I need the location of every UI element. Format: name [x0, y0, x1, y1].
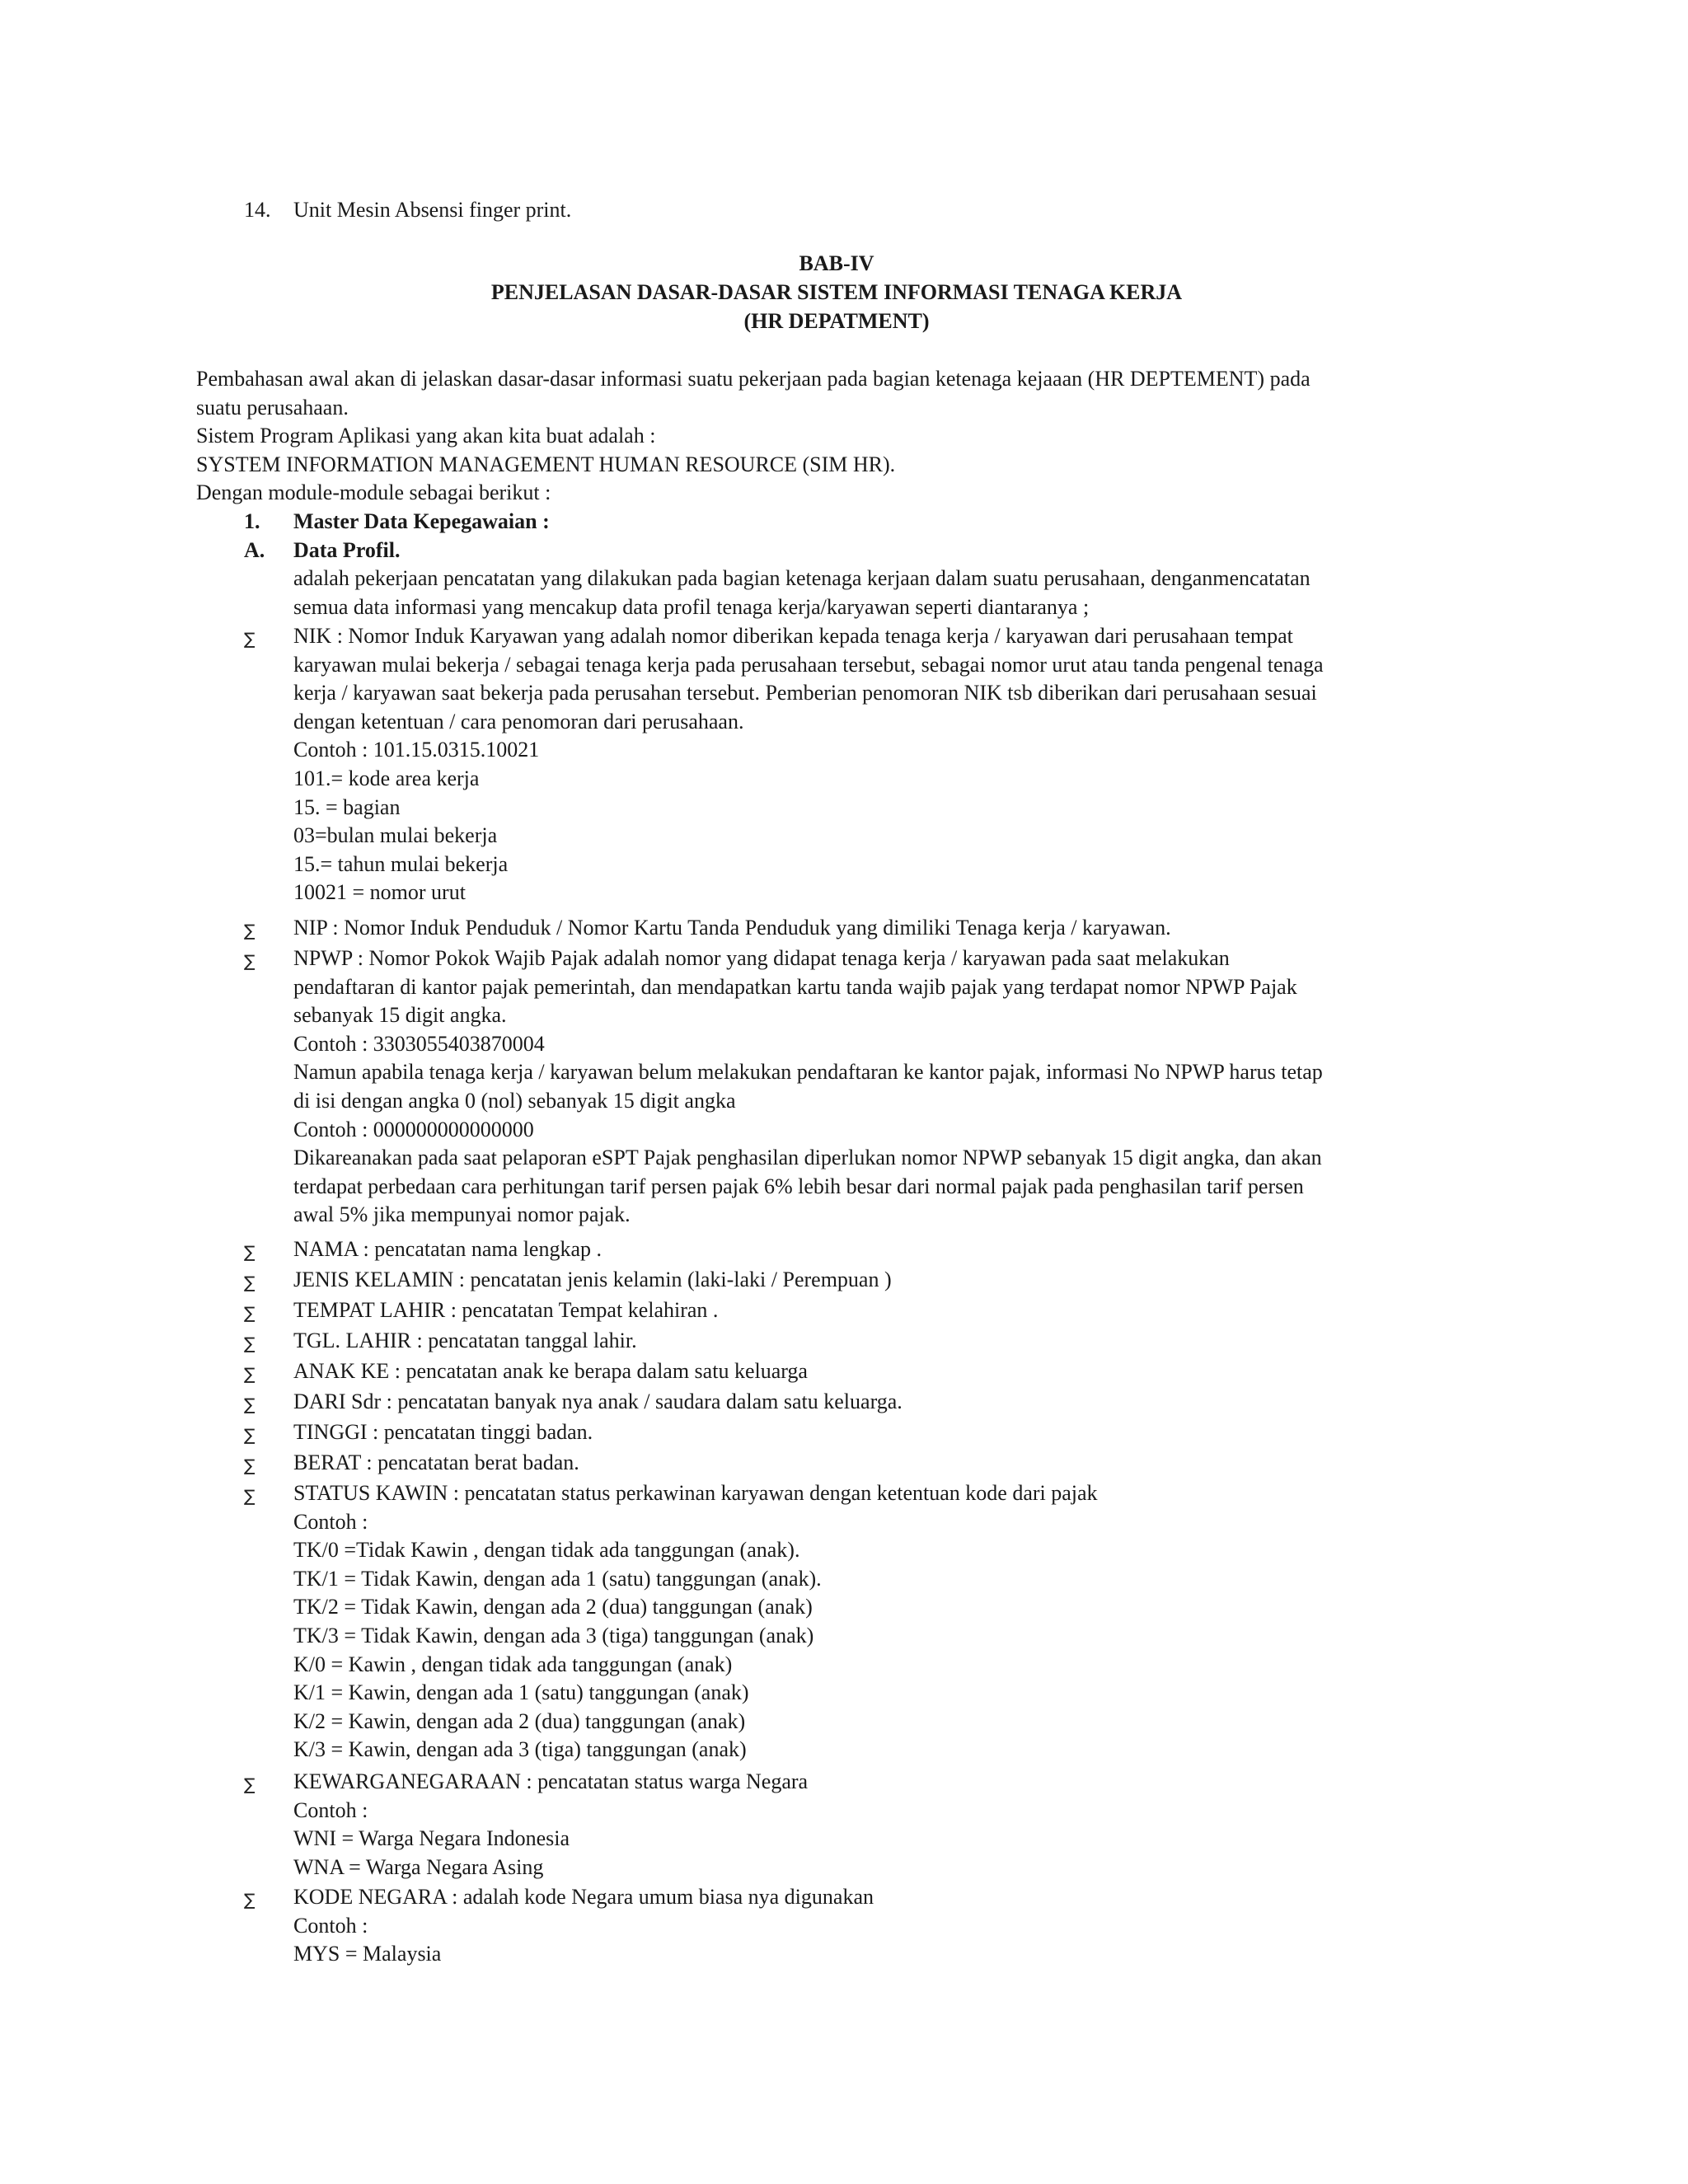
bullet-tgl-lahir: TGL. LAHIR : pencatatan tanggal lahir. — [293, 1329, 637, 1352]
bullet-line: STATUS KAWIN : pencatatan status perkawinan karyawan dengan ketentuan kode dari pajak — [293, 1481, 1098, 1505]
bullet-line: Contoh : 3303055403870004 — [293, 1031, 545, 1056]
bullet-line: Contoh : — [293, 1509, 368, 1534]
paragraph-line: suatu perusahaan. — [196, 395, 349, 419]
bullet-line: K/1 = Kawin, dengan ada 1 (satu) tanggungan (anak) — [293, 1680, 749, 1705]
bullet-line: NIP : Nomor Induk Penduduk / Nomor Kartu Tanda Penduduk yang dimiliki Tenaga kerja / karyawan. — [293, 916, 1171, 940]
bullet-sigma-icon: ∑ — [244, 1364, 256, 1384]
bullet-line: MYS = Malaysia — [293, 1942, 442, 1966]
intro-item-text: Unit Mesin Absensi finger print. — [293, 198, 572, 222]
bullet-line: TK/1 = Tidak Kawin, dengan ada 1 (satu) tanggungan (anak). — [293, 1566, 822, 1591]
bullet-sigma-icon: ∑ — [244, 1333, 256, 1353]
bullet-berat: BERAT : pencatatan berat badan. — [293, 1451, 579, 1474]
bullet-line: Dikareanakan pada saat pelaporan eSPT Pajak penghasilan diperlukan nomor NPWP sebanyak 15 digit angka, dan akan — [293, 1146, 1322, 1170]
bullet-dari-sdr: DARI Sdr : pencatatan banyak nya anak / saudara dalam satu keluarga. — [293, 1390, 903, 1413]
bullet-line: terdapat perbedaan cara perhitungan tarif persen pajak 6% lebih besar dari normal pajak pada penghasilan tarif persen — [293, 1174, 1304, 1198]
bullet-line: WNI = Warga Negara Indonesia — [293, 1826, 570, 1851]
bullet-line: Namun apabila tenaga kerja / karyawan belum melakukan pendaftaran ke kantor pajak, informasi No NPWP harus tetap — [293, 1060, 1323, 1085]
bullet-line: K/2 = Kawin, dengan ada 2 (dua) tanggungan (anak) — [293, 1708, 746, 1733]
description-line: adalah pekerjaan pencatatan yang dilakukan pada bagian ketenaga kerjaan dalam suatu perusahaan, denganmencatatan — [293, 566, 1311, 590]
bullet-line: Contoh : — [293, 1797, 368, 1822]
bullet-line: di isi dengan angka 0 (nol) sebanyak 15 digit angka — [293, 1088, 736, 1113]
bullet-jenis-kelamin: JENIS KELAMIN : pencatatan jenis kelamin (laki-laki / Perempuan ) — [293, 1268, 892, 1291]
section-1-title: Master Data Kepegawaian : — [293, 509, 550, 533]
bullet-line: Contoh : — [293, 1913, 368, 1938]
bullet-line: KODE NEGARA : adalah kode Negara umum biasa nya digunakan — [293, 1885, 874, 1909]
bullet-anak-ke: ANAK KE : pencatatan anak ke berapa dalam satu keluarga — [293, 1359, 808, 1383]
bullet-sigma-icon: ∑ — [244, 1242, 256, 1262]
bullet-line: NPWP : Nomor Pokok Wajib Pajak adalah nomor yang didapat tenaga kerja / karyawan pada saat melakukan — [293, 946, 1230, 970]
bullet-line: 10021 = nomor urut — [293, 880, 466, 905]
bullet-nik — [293, 622, 1480, 907]
chapter-subtitle: PENJELASAN DASAR-DASAR SISTEM INFORMASI TENAGA KERJA — [490, 280, 1183, 304]
bullet-tinggi: TINGGI : pencatatan tinggi badan. — [293, 1420, 593, 1444]
bullet-line: kerja / karyawan saat bekerja pada perusahan tersebut. Pemberian penomoran NIK tsb diberikan dari perusahaan sesuai — [293, 681, 1317, 705]
description-line: semua data informasi yang mencakup data profil tenaga kerja/karyawan seperti diantaranya ; — [293, 594, 1090, 619]
bullet-kode-negara — [293, 1883, 1480, 1969]
intro-paragraph — [196, 365, 1383, 508]
section-1-number: 1. — [244, 509, 260, 533]
bullet-nip — [293, 914, 1480, 943]
bullet-sigma-icon: ∑ — [244, 1394, 256, 1414]
bullet-line: TK/2 = Tidak Kawin, dengan ada 2 (dua) tanggungan (anak) — [293, 1595, 813, 1619]
bullet-line: 15.= tahun mulai bekerja — [293, 851, 509, 876]
bullet-npwp — [293, 944, 1480, 1230]
intro-item-number: 14. — [244, 198, 271, 222]
bullet-sigma-icon: ∑ — [244, 1774, 256, 1794]
chapter-title: BAB-IV — [799, 251, 874, 275]
bullet-sigma-icon: ∑ — [244, 921, 256, 940]
bullet-sigma-icon: ∑ — [244, 629, 256, 649]
bullet-line: KEWARGANEGARAAN : pencatatan status warga Negara — [293, 1769, 809, 1793]
bullet-line: WNA = Warga Negara Asing — [293, 1854, 544, 1879]
bullet-sigma-icon: ∑ — [244, 1890, 256, 1910]
bullet-line: Contoh : 000000000000000 — [293, 1117, 534, 1141]
bullet-line: 101.= kode area kerja — [293, 766, 480, 790]
chapter-subtitle-department: (HR DEPATMENT) — [743, 309, 930, 333]
bullet-line: sebanyak 15 digit angka. — [293, 1003, 507, 1028]
bullet-nama: NAMA : pencatatan nama lengkap . — [293, 1237, 602, 1261]
bullet-sigma-icon: ∑ — [244, 1303, 256, 1323]
bullet-sigma-icon: ∑ — [244, 951, 256, 971]
bullet-line: pendaftaran di kantor pajak pemerintah, dan mendapatkan kartu tanda wajib pajak yang terdapat nomor NPWP Pajak — [293, 974, 1297, 999]
paragraph-line: SYSTEM INFORMATION MANAGEMENT HUMAN RESOURCE (SIM HR). — [196, 452, 896, 476]
paragraph-line: Sistem Program Aplikasi yang akan kita buat adalah : — [196, 424, 656, 448]
section-a-description — [293, 565, 1480, 621]
bullet-line: TK/3 = Tidak Kawin, dengan ada 3 (tiga) tanggungan (anak) — [293, 1623, 814, 1647]
bullet-line: Contoh : 101.15.0315.10021 — [293, 738, 540, 762]
bullet-line: K/0 = Kawin , dengan tidak ada tanggungan (anak) — [293, 1652, 733, 1676]
bullet-line: K/3 = Kawin, dengan ada 3 (tiga) tanggungan (anak) — [293, 1737, 747, 1762]
bullet-status-kawin — [293, 1479, 1480, 1765]
bullet-line: 15. = bagian — [293, 794, 401, 819]
bullet-sigma-icon: ∑ — [244, 1486, 256, 1506]
bullet-tempat-lahir: TEMPAT LAHIR : pencatatan Tempat kelahiran . — [293, 1298, 719, 1322]
bullet-line: TK/0 =Tidak Kawin , dengan tidak ada tanggungan (anak). — [293, 1538, 800, 1563]
bullet-sigma-icon: ∑ — [244, 1455, 256, 1475]
bullet-kewarganegaraan — [293, 1768, 1480, 1882]
bullet-line: dengan ketentuan / cara penomoran dari perusahaan. — [293, 709, 744, 733]
bullet-sigma-icon: ∑ — [244, 1272, 256, 1292]
bullet-line: 03=bulan mulai bekerja — [293, 823, 498, 848]
section-a-number: A. — [244, 538, 265, 562]
bullet-line: awal 5% jika mempunyai nomor pajak. — [293, 1202, 631, 1227]
paragraph-line: Dengan module-module sebagai berikut : — [196, 480, 551, 505]
section-a-title: Data Profil. — [293, 538, 401, 562]
bullet-line: NIK : Nomor Induk Karyawan yang adalah nomor diberikan kepada tenaga kerja / karyawan dari perusahaan tempat — [293, 624, 1293, 648]
paragraph-line: Pembahasan awal akan di jelaskan dasar-dasar informasi suatu pekerjaan pada bagian ketenaga kejaaan (HR DEPTEMENT) pada — [196, 367, 1311, 391]
bullet-sigma-icon: ∑ — [244, 1425, 256, 1445]
bullet-line: karyawan mulai bekerja / sebagai tenaga kerja pada perusahaan tersebut, sebagai nomor urut atau tanda pengenal tenaga — [293, 652, 1324, 677]
